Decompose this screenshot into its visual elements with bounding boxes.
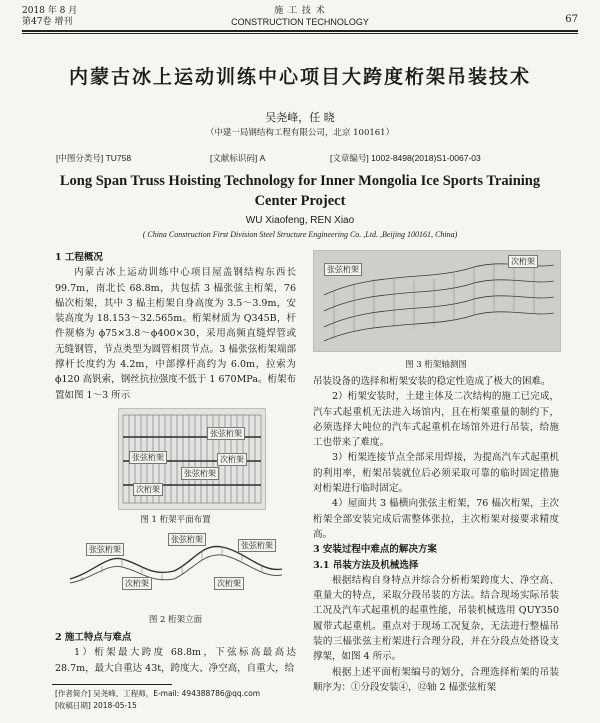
figure-2-truss-elevation <box>62 533 290 593</box>
section-2-heading: 2 施工特点与难点 <box>55 632 132 643</box>
figure-1-truss-plan <box>118 408 266 510</box>
issue-volume: 第47卷 增刊 <box>22 17 73 27</box>
fig1-label-secondary-truss: 次桁架 <box>217 453 247 466</box>
left-column-bottom <box>55 630 296 676</box>
received-date: [收稿日期] 2018-05-15 <box>55 701 137 710</box>
header-rule <box>22 30 578 32</box>
right-paragraph-2: 2）桁架安装时，土建主体及二次结构的施工已完成，汽车式起重机无法进入场馆内，且在桁架重量的制约下，必须选择大吨位的汽车式起重机在场馆外进行吊装，给施工也带来了难度。 <box>313 391 559 449</box>
header-rule-thin <box>22 33 578 34</box>
author-info: [作者简介] 吴尧峰，工程师，E-mail: 494388786@qq.com <box>55 689 261 698</box>
left-column-top <box>55 250 296 403</box>
document-code: [文献标识码] A <box>210 153 266 163</box>
footnote-rule <box>52 684 172 685</box>
page-number: 67 <box>565 14 578 25</box>
section-3-heading: 3 安装过程中难点的解决方案 <box>313 544 437 556</box>
right-paragraph-1: 吊装设备的选择和桁架安装的稳定性造成了极大的困难。 <box>313 376 551 387</box>
authors-cn: 吴尧峰，任 晓 <box>265 111 335 124</box>
journal-name-en: CONSTRUCTION TECHNOLOGY <box>231 17 369 27</box>
paper-title-cn: 内蒙古冰上运动训练中心项目大跨度桁架吊装技术 <box>68 66 531 88</box>
paper-title-en: Long Span Truss Hoisting Technology for Inner Mongolia Ice Sports Training Center Project <box>59 173 541 209</box>
issue-date: 2018 年 8 月 <box>22 6 78 16</box>
fig1-label-main-truss: 张弦桁架 <box>207 427 245 440</box>
fig2-label-main-truss: 张弦桁架 <box>86 543 124 556</box>
figure-3-truss-axonometric <box>313 250 561 352</box>
journal-name-cn: 施 工 技 术 <box>274 6 326 16</box>
section-3-1-heading: 3.1 吊装方法及机械选择 <box>313 559 419 571</box>
running-header-center <box>200 6 400 28</box>
fig2-label-main-truss-3: 张弦桁架 <box>238 539 276 552</box>
figure-3-caption: 图 3 桁架轴测图 <box>405 360 467 370</box>
authors-en: WU Xiaofeng, REN Xiao <box>245 215 355 226</box>
right-paragraph-3: 3）桁架连接节点全部采用焊接，为提高汽车式起重机的利用率，桁架吊装就位后必须采取可靠的临时固定措施对桁架进行临时固定。 <box>313 452 559 495</box>
figure-2-caption: 图 2 桁架立面 <box>148 615 203 625</box>
section-2-paragraph: 1）桁架最大跨度 68.8m，下弦标高最高达 28.7m，最大自重达 43t，跨度大、净空高，自重大，给 <box>55 647 296 674</box>
figure-1-caption: 图 1 桁架平面布置 <box>140 515 211 525</box>
right-paragraph-6: 根据上述平面桁架编号的划分，合理选择桁架的吊装顺序为：①分段安装④，⑫轴 2 榀张弦桁架 <box>313 666 559 693</box>
fig1-label-secondary-truss-2: 次桁架 <box>133 483 163 496</box>
right-paragraph-4: 4）屋面共 3 榀横向张弦主桁架，76 榀次桁架，主次桁架全部安装完成后需整体张拉，主次桁架对接要求精度高。 <box>313 498 559 540</box>
running-header-left <box>22 6 77 28</box>
affiliation-en: ( China Construction First Division Steel Structure Engineering Co. ,Ltd. ,Beijing 100161, China) <box>142 230 458 239</box>
clc-number: [中图分类号] TU758 <box>56 153 132 163</box>
fig2-label-main-truss-2: 张弦桁架 <box>168 533 206 546</box>
section-1-paragraph: 内蒙古冰上运动训练中心项目屋盖钢结构东西长 99.7m，南北长 68.8m，共包括 3 榀张弦主桁架，76 榀次桁架，其中 3 榀主桁架自身高度为 3.5～3.9m，安装高度为 18.153～32.565m。桁架材质为 Q345B，杆件规格为 ϕ75×3.8～ϕ400×30，采用高频直缝焊管或无缝钢管，节点类型为圆管相贯节点。3 榀张弦桁架端部撑杆长度约为 4.2m，中部撑杆高约为 6.0m，拉索为 ϕ120 高钒索，钢丝抗拉强度不低于 1 670MPa。桁架布置如图 1～3 所示 <box>55 267 296 401</box>
affiliation-cn: （中建一局钢结构工程有限公司，北京 100161） <box>205 128 395 138</box>
article-number: [文章编号] 1002-8498(2018)S1-0067-03 <box>330 153 481 163</box>
fig1-label-main-truss-2: 张弦桁架 <box>129 451 167 464</box>
fig1-label-main-truss-3: 张弦桁架 <box>181 467 219 480</box>
right-paragraph-5: 根据结构自身特点并综合分析桁架跨度大、净空高、重量大的特点，采取分段吊装的方法。结合现场实际吊装工况及汽车式起重机的起重性能，吊装机械选用 QUY350 履带式起重机。重点对于现场工况复杂，无法进行整榀吊装的三榀张弦主桁架进行合理分段，并在分段点处搭设支撑架，如图 4 所示。 <box>313 574 559 663</box>
fig3-label-main-truss: 张弦桁架 <box>324 263 362 276</box>
fig2-label-secondary-truss: 次桁架 <box>122 577 152 590</box>
section-1-heading: 1 工程概况 <box>55 252 103 263</box>
right-column-text <box>313 374 559 695</box>
fig3-label-secondary-truss: 次桁架 <box>508 255 538 268</box>
fig2-label-secondary-truss-2: 次桁架 <box>214 577 244 590</box>
